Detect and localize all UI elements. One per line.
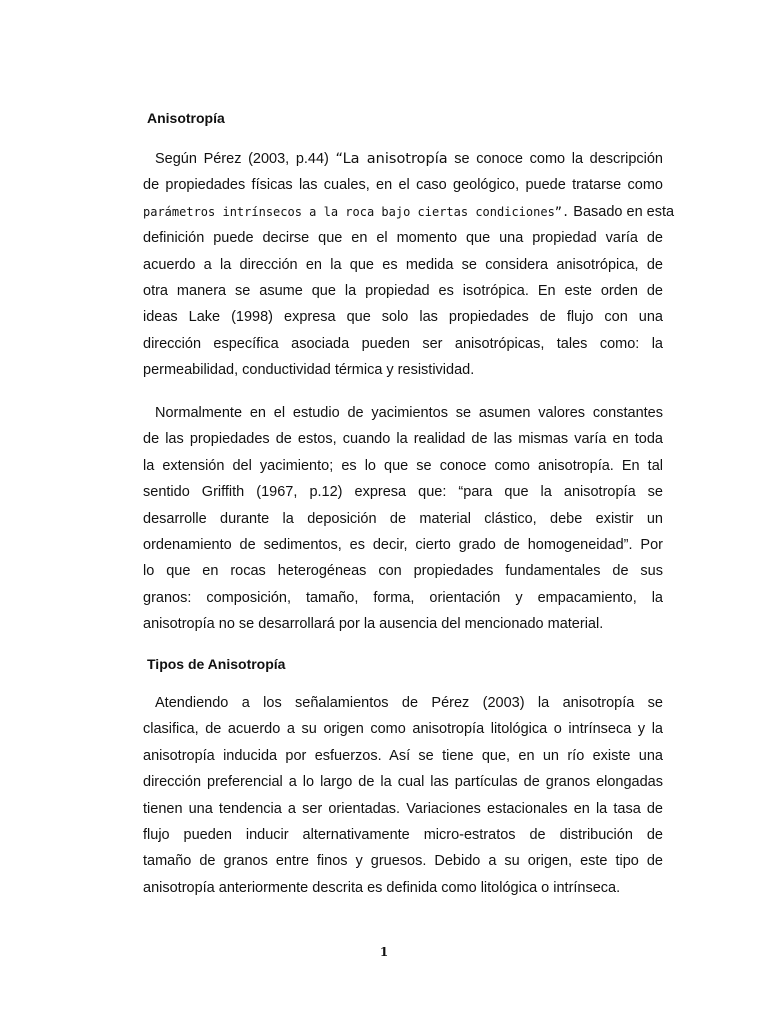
text-line: ideas Lake (1998) expresa que solo las propiedades de flujo con una [143, 309, 663, 326]
text-line: lo que en rocas heterogéneas con propiedades fundamentales de sus [143, 563, 663, 580]
text-line: ordenamiento de sedimentos, es decir, cierto grado de homogeneidad”. Por [143, 536, 663, 553]
text-fragment: se conoce como la descripción [447, 151, 663, 167]
quote-fragment: “La anisotropía [335, 151, 448, 167]
text-line: anisotropía inducida por esfuerzos. Así se tiene que, en un río existe una [143, 747, 663, 764]
text-line: anisotropía anteriormente descrita es definida como litológica o intrínseca. [143, 879, 621, 896]
text-line: sentido Griffith (1967, p.12) expresa que: “para que la anisotropía se [143, 484, 663, 501]
text-line: anisotropía no se desarrollará por la ausencia del mencionado material. [143, 616, 604, 633]
paragraph-reservoirs [143, 400, 663, 638]
text-line: clasifica, de acuerdo a su origen como anisotropía litológica o intrínseca y la [143, 721, 663, 738]
text-line: granos: composición, tamaño, forma, orientación y empacamiento, la [143, 589, 663, 606]
text-line: dirección preferencial a lo largo de la cual las partículas de granos elongadas [143, 774, 663, 791]
text-fragment: Según Pérez (2003, p.44) [155, 151, 336, 167]
text-line: de propiedades físicas las cuales, en el caso geológico, puede tratarse como [143, 177, 663, 194]
text-line [143, 146, 663, 172]
text-line: Normalmente en el estudio de yacimientos se asumen valores constantes [155, 405, 663, 421]
text-line: acuerdo a la dirección en la que es medida se considera anisotrópica, de [143, 256, 663, 273]
text-fragment: Basado en esta [569, 203, 675, 220]
quote-fragment: parámetros intrínsecos a la roca bajo ciertas condiciones”. [143, 204, 570, 219]
text-line: definición puede decirse que en el momento que una propiedad varía de [143, 230, 663, 247]
text-line: tienen una tendencia a ser orientadas. Variaciones estacionales en la tasa de [143, 800, 663, 817]
text-line: la extensión del yacimiento; es lo que se conoce como anisotropía. En tal [143, 457, 663, 474]
section-heading-anisotropia: Anisotropía [147, 110, 225, 126]
text-line: tamaño de granos entre finos y gruesos. Debido a su origen, este tipo de [143, 853, 663, 870]
text-line: Atendiendo a los señalamientos de Pérez (2003) la anisotropía se [155, 695, 663, 711]
page-number: 1 [379, 945, 389, 959]
text-line: flujo pueden inducir alternativamente micro-estratos de distribución de [143, 826, 663, 843]
text-line [143, 199, 675, 225]
text-line: otra manera se asume que la propiedad es isotrópica. En este orden de [143, 282, 663, 299]
text-line: de las propiedades de estos, cuando la realidad de las mismas varía en toda [143, 431, 663, 448]
paragraph-types [143, 690, 663, 901]
paragraph-definition [143, 146, 675, 384]
text-line: permeabilidad, conductividad térmica y resistividad. [143, 362, 475, 379]
text-line: desarrolle durante la deposición de material clástico, debe existir un [143, 510, 663, 527]
text-line: dirección específica asociada pueden ser anisotrópicas, tales como: la [143, 335, 663, 352]
section-heading-tipos: Tipos de Anisotropía [147, 656, 286, 672]
